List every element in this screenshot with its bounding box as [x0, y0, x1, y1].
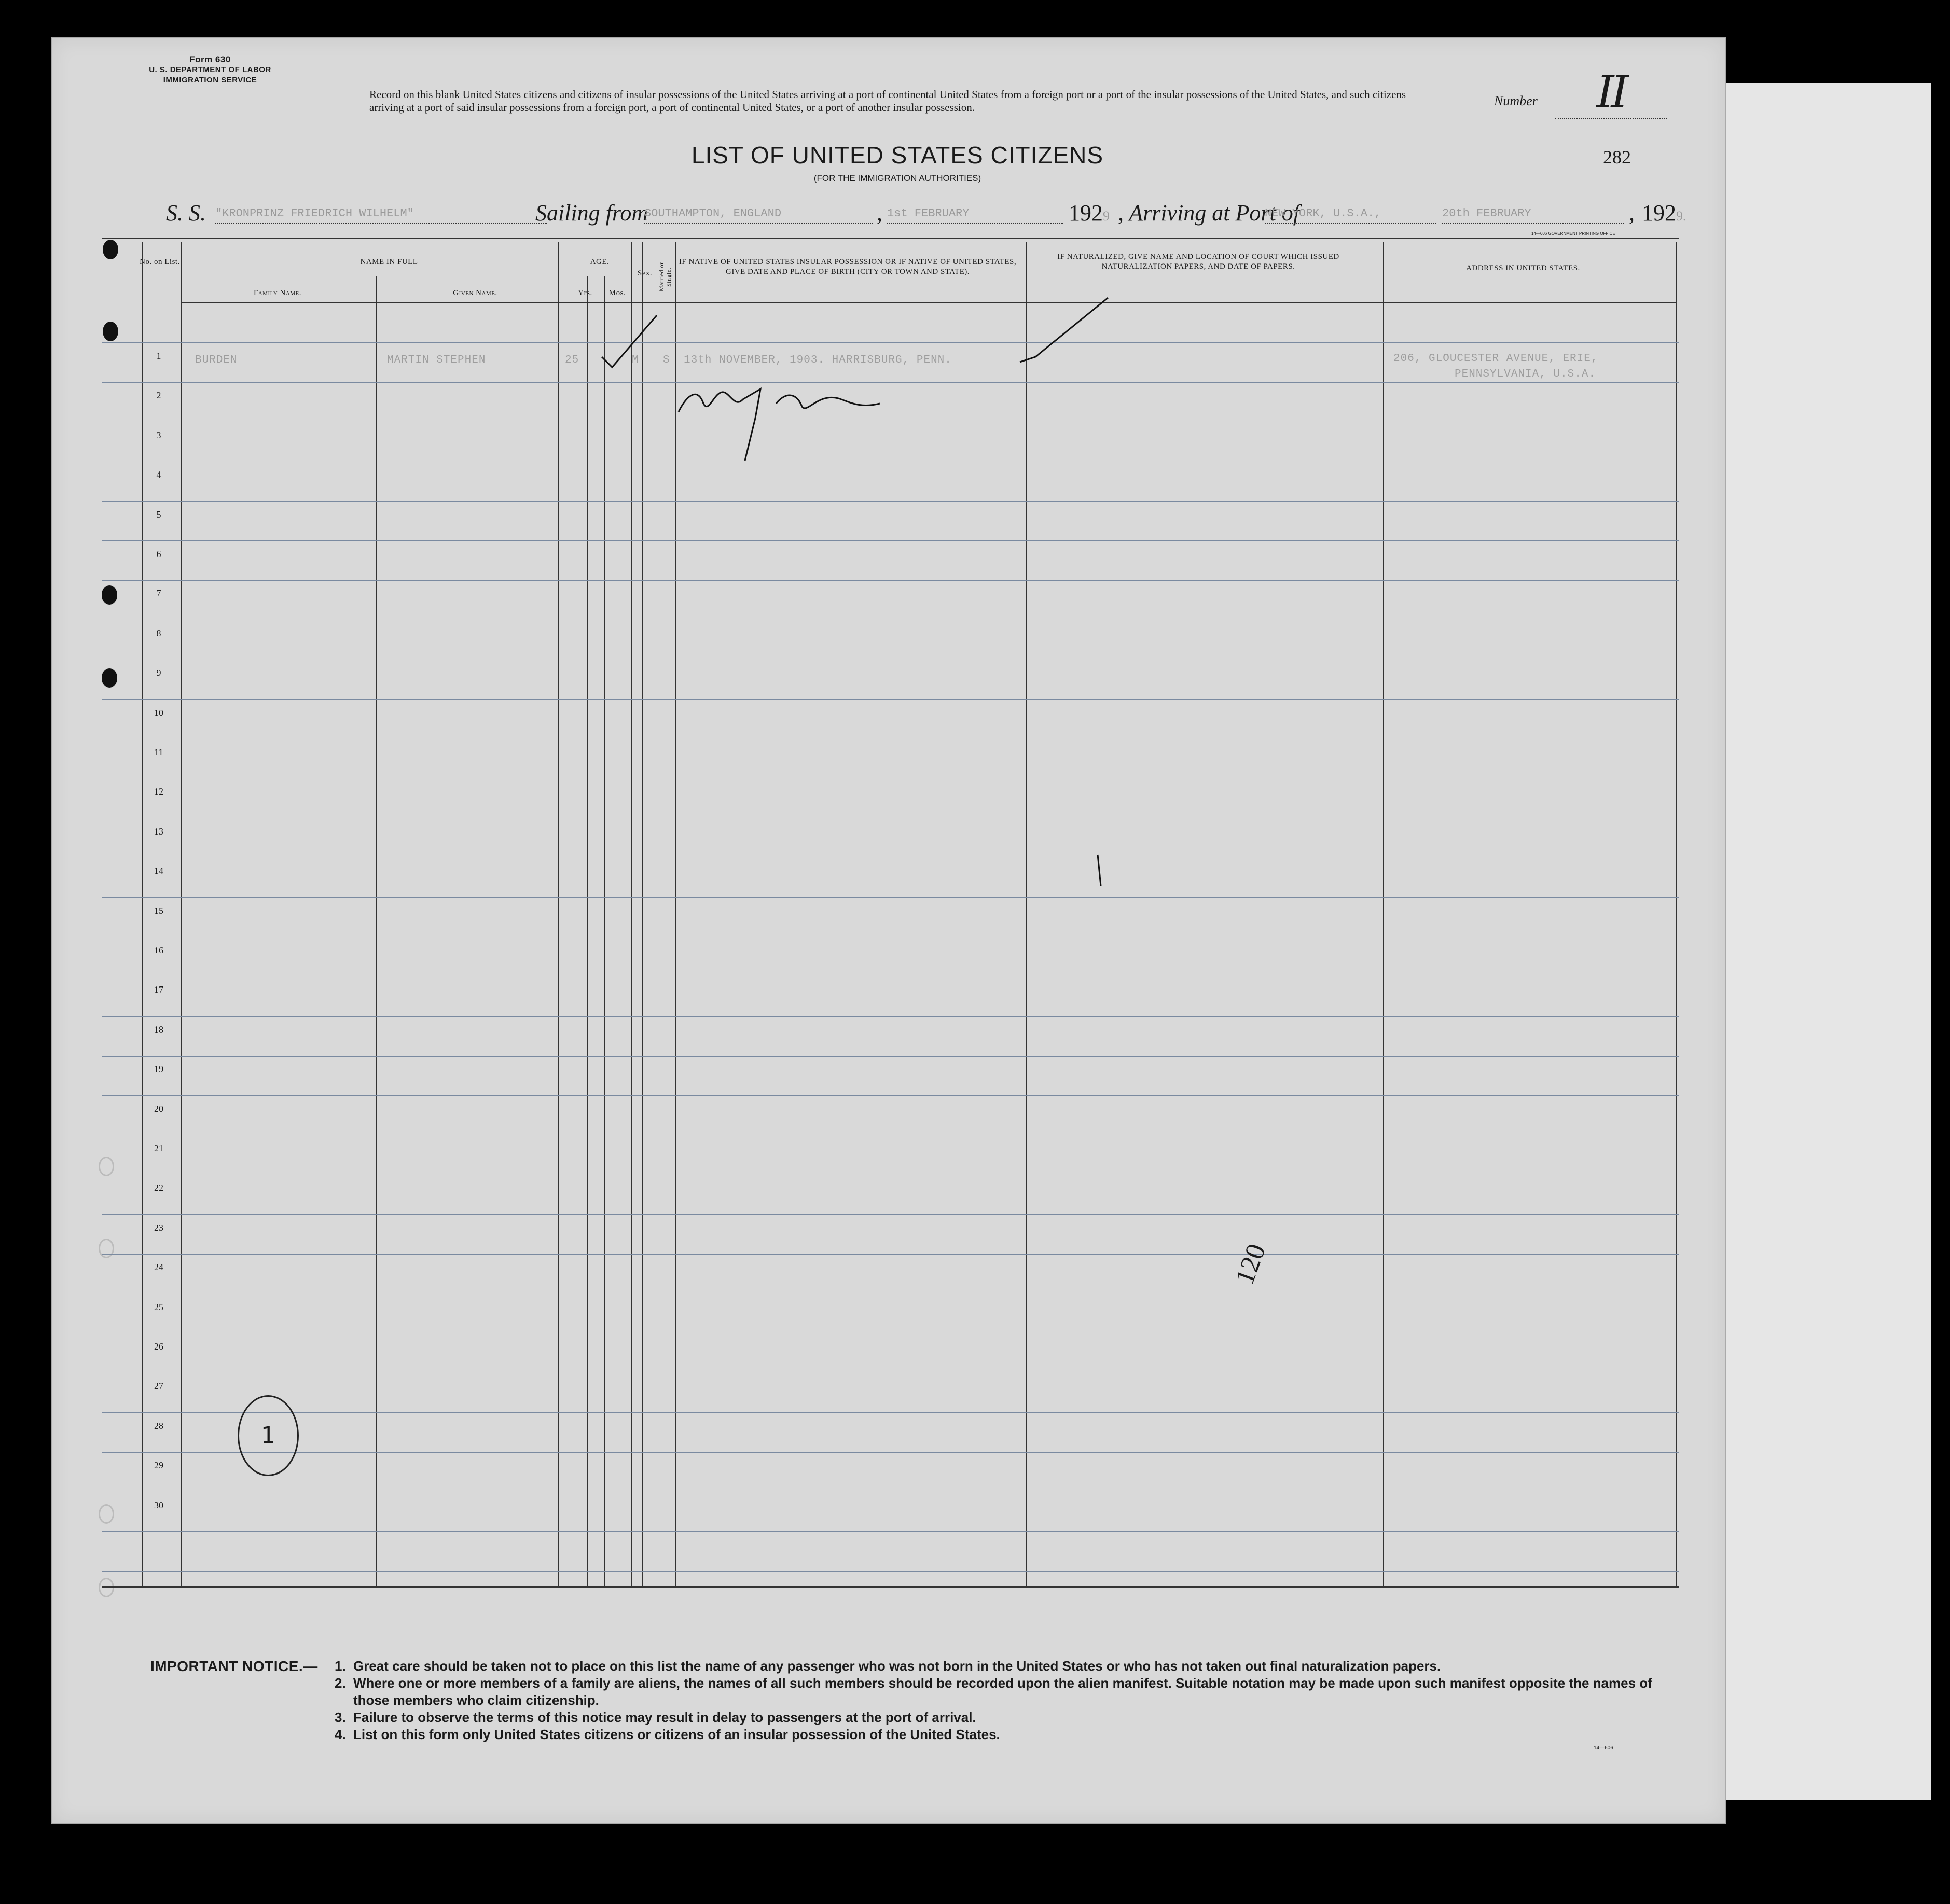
- row-number: 4: [156, 469, 161, 480]
- form-number: Form 630: [189, 54, 231, 64]
- sailing-label: Sailing from: [535, 200, 648, 226]
- departure-year: 1929: [1069, 200, 1110, 226]
- col-given-name: Given Name.: [453, 289, 497, 297]
- col-naturalized: IF NATURALIZED, GIVE NAME AND LOCATION OF COURT WHICH ISSUED NATURALIZATION PAPERS, AND DATE OF PAPERS.: [1057, 253, 1339, 271]
- notice-heading: IMPORTANT NOTICE.—: [150, 1658, 318, 1674]
- col-mos: Mos.: [608, 289, 626, 297]
- row-number: 5: [156, 509, 161, 520]
- notice-item: 2. Where one or more members of a family are aliens, the names of all such members should be recorded upon the alien manifest. Suitable notation may be made upon such manifest opposite the names of those members who claim citizenship.: [335, 1675, 1652, 1708]
- notice-item: 4. List on this form only United States citizens or citizens of an insular possession of the United States.: [335, 1727, 1000, 1742]
- arriving-label: , Arriving at Port of: [1118, 200, 1299, 226]
- row-number: 3: [156, 430, 161, 440]
- col-family-name: Family Name.: [253, 289, 302, 297]
- service-name: IMMIGRATION SERVICE: [163, 76, 257, 85]
- list-number: [1494, 66, 1626, 118]
- page-number: 282: [1603, 147, 1631, 168]
- row-number: 18: [154, 1024, 163, 1035]
- notice-item: 3. Failure to observe the terms of this notice may result in delay to passengers at the port of arrival.: [335, 1710, 976, 1725]
- row-number: 22: [154, 1183, 163, 1193]
- row-number: 21: [154, 1143, 163, 1153]
- notice-item: 1. Great care should be taken not to place on this list the name of any passenger who was not born in the United States or who has not taken out final naturalization papers.: [335, 1658, 1441, 1674]
- entry-family-name: BURDEN: [195, 354, 238, 366]
- signature-scrawl: [679, 389, 880, 461]
- sailing-from: SOUTHAMPTON, ENGLAND: [644, 207, 873, 224]
- pen-mark: [1098, 855, 1101, 886]
- row-number: 14: [154, 866, 163, 876]
- col-birth: IF NATIVE OF UNITED STATES INSULAR POSSESSION OR IF NATIVE OF UNITED STATES, GIVE DATE AND PLACE OF BIRTH (CITY OR TOWN AND STATE).: [679, 258, 1017, 276]
- row-number: 2: [156, 390, 161, 400]
- row-number: 30: [154, 1500, 163, 1510]
- arrival-port: NEW YORK, U.S.A.,: [1265, 207, 1436, 224]
- row-number: 13: [154, 826, 163, 837]
- entry-sex: M: [632, 354, 639, 366]
- ss-label: S. S.: [166, 200, 206, 226]
- entry-address-line1: 206, GLOUCESTER AVENUE, ERIE,: [1393, 353, 1598, 365]
- col-age: AGE.: [590, 258, 610, 266]
- checkmark-icon: [602, 315, 657, 367]
- number-label: Number: [1494, 93, 1538, 108]
- underlying-sheet: [1712, 83, 1931, 1800]
- row-number: 28: [154, 1421, 163, 1431]
- entry-given-name: MARTIN STEPHEN: [387, 354, 486, 366]
- ship-name: "KRONPRINZ FRIEDRICH WILHELM": [215, 207, 547, 224]
- page-title: LIST OF UNITED STATES CITIZENS: [691, 142, 1104, 169]
- arrival-year: 1929.: [1642, 200, 1686, 226]
- handwriting-marks: [102, 238, 1679, 1587]
- row-number: 9: [156, 668, 161, 678]
- row-number: 1: [156, 351, 161, 361]
- row-number: 25: [154, 1302, 163, 1312]
- circled-mark: 1: [238, 1395, 299, 1476]
- printing-office-note: 14—606 GOVERNMENT PRINTING OFFICE: [1531, 231, 1615, 236]
- row-number: 7: [156, 588, 161, 599]
- row-number: 29: [154, 1460, 163, 1470]
- voyage-line: S. S. "KRONPRINZ FRIEDRICH WILHELM" Sailing from SOUTHAMPTON, ENGLAND , 1st FEBRUARY 1929 , Arriving at Port of NEW YORK, U.S.A., 20th FEBRUARY , 1929.: [166, 200, 1686, 226]
- row-number: 23: [154, 1222, 163, 1233]
- row-number: 24: [154, 1262, 163, 1272]
- row-number: 27: [154, 1381, 163, 1391]
- page-subtitle: (FOR THE IMMIGRATION AUTHORITIES): [813, 173, 981, 183]
- col-yrs: Yrs.: [578, 289, 592, 297]
- entry-address-line2: PENNSYLVANIA, U.S.A.: [1455, 368, 1596, 380]
- row-number: 19: [154, 1064, 163, 1074]
- row-number: 10: [154, 707, 163, 718]
- row-number: 17: [154, 984, 163, 995]
- entry-age-yrs: 25: [565, 354, 579, 366]
- col-no: No. on List.: [140, 258, 180, 266]
- row-number: 20: [154, 1104, 163, 1114]
- row-number: 12: [154, 786, 163, 797]
- col-sex: Sex.: [637, 269, 653, 277]
- arrival-date: 20th FEBRUARY: [1442, 207, 1624, 224]
- row-number: 15: [154, 906, 163, 916]
- department-name: U. S. DEPARTMENT OF LABOR: [149, 65, 271, 74]
- departure-date: 1st FEBRUARY: [887, 207, 1063, 224]
- row-number: 26: [154, 1341, 163, 1352]
- col-address: ADDRESS IN UNITED STATES.: [1466, 264, 1580, 272]
- stamp-number: 120: [1229, 1240, 1272, 1288]
- entry-marital: S: [663, 354, 670, 366]
- passenger-table: [102, 238, 1679, 1587]
- entry-birth: 13th NOVEMBER, 1903. HARRISBURG, PENN.: [684, 354, 952, 366]
- form-identifier: [88, 54, 332, 86]
- row-number: 16: [154, 945, 163, 955]
- checkmark-icon: [1020, 298, 1108, 362]
- number-value: II: [1555, 66, 1667, 119]
- col-name-in-full: NAME IN FULL: [360, 258, 418, 266]
- form-code: 14—606: [1594, 1745, 1613, 1751]
- form-instructions: Record on this blank United States citizens and citizens of insular possessions of the United States arriving at a port of continental United States from a foreign port or a port of the insular possessions of the United States, and such citizens arriving at a port of said insular possessions from a foreign port, a port of continental United States, or a port of another insular possession.: [369, 88, 1406, 114]
- row-number: 6: [156, 549, 161, 559]
- col-married: Married or Single.: [658, 262, 672, 292]
- row-number: 11: [154, 747, 163, 757]
- row-number: 8: [156, 628, 161, 638]
